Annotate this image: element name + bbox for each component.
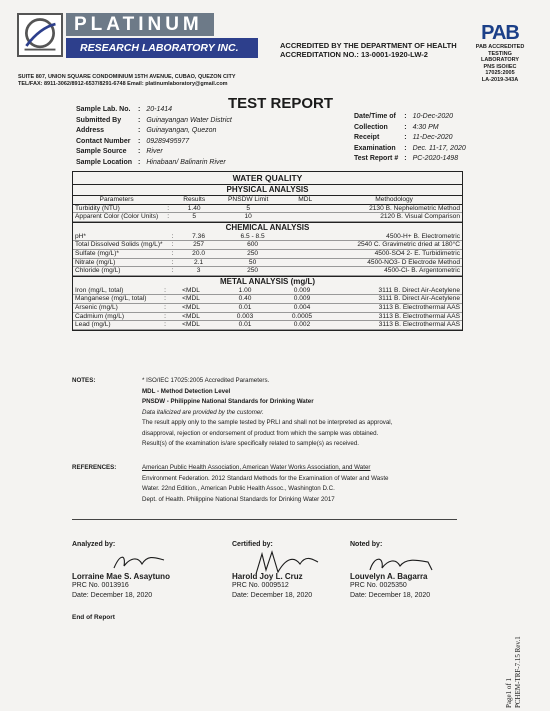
- info-sep: :: [404, 113, 407, 120]
- lab-name: PLATINUM: [66, 13, 214, 36]
- lab-address: SUITE 807, UNION SQUARE CONDOMINIUM 15TH AVENUE, CUBAO, QUEZON CITY TEL/FAX: 8911-3062/8912-6537/8291-6748 Email: platinumlaboratory@gmail.com: [18, 74, 236, 87]
- cell: Lead (mg/L): [73, 321, 157, 330]
- info-row: [352, 155, 468, 164]
- cell: 2.1: [181, 258, 217, 267]
- info-label: Sample Location: [76, 158, 133, 166]
- cell: Iron (mg/L, total): [73, 287, 157, 295]
- cell: 250: [217, 267, 289, 276]
- cell: <MDL: [173, 303, 209, 312]
- cell: 250: [217, 249, 289, 258]
- info-row: [352, 145, 468, 154]
- info-value: PC-2020-1498: [412, 155, 459, 163]
- references-label: REFERENCES:: [72, 464, 117, 471]
- info-label: Date/Time of: [354, 113, 396, 120]
- divider: [72, 519, 457, 520]
- cell: 0.01: [209, 321, 281, 330]
- cell: Apparent Color (Color Units): [75, 213, 159, 221]
- notes-label: NOTES:: [72, 377, 96, 384]
- signature-scribble: [252, 548, 322, 578]
- info-sep: :: [138, 137, 141, 145]
- sample-info: [72, 104, 236, 170]
- info-row: [74, 138, 234, 147]
- cell: [284, 213, 326, 222]
- cell: <MDL: [173, 295, 209, 304]
- cell: Nitrate (mg/L): [73, 258, 165, 267]
- references-section: REFERENCES: American Public Health Association, American Water Works Association, and Water Environment Federation. 2012 Standard Methods for the Examination of Water and Waste Water. 22nd Edition., American Public Health Assoc., Washington D.C. Dept. of Health. Philippine National Standards for Drinking Water 2017: [72, 463, 389, 505]
- cell: :: [165, 267, 181, 276]
- info-row: [74, 148, 234, 157]
- cell: 3113 B. Electrothermal AAS: [323, 321, 462, 330]
- metal-row: [73, 295, 462, 304]
- info-label: Test Report #: [354, 155, 399, 163]
- cell: Arsenic (mg/L): [73, 303, 157, 312]
- cell: Sulfate (mg/L)*: [73, 249, 165, 258]
- info-sep: :: [138, 116, 141, 124]
- table-title: WATER QUALITY: [232, 173, 303, 183]
- table-header: Parameters Results PNSDW Limit MDL Methodology: [73, 196, 462, 205]
- cell: :: [157, 312, 173, 321]
- report-title: TEST REPORT: [228, 95, 334, 112]
- water-quality-table: [72, 171, 463, 331]
- cell: 20.0: [181, 249, 217, 258]
- cell: :: [157, 303, 173, 312]
- cell: :: [165, 241, 181, 250]
- info-label: Contact Number: [76, 137, 131, 145]
- signature-scribble: [366, 550, 436, 576]
- cell: :: [165, 233, 181, 241]
- end-of-report: End of Report: [72, 614, 115, 621]
- metal-row: [73, 303, 462, 312]
- cell: Cadmium (mg/L): [73, 312, 157, 321]
- cell: [289, 249, 331, 258]
- cell: 600: [217, 241, 289, 250]
- info-value: Hinabaan/ Balinarin River: [146, 158, 226, 166]
- chemical-row: [73, 241, 462, 250]
- info-label: Sample Lab. No.: [76, 106, 131, 113]
- cell: 1.00: [209, 287, 281, 295]
- cell: 5: [212, 204, 284, 213]
- cell: :: [157, 295, 173, 304]
- info-value: 20-1414: [146, 106, 173, 113]
- cell: 0.01: [209, 303, 281, 312]
- cell: 3: [181, 267, 217, 276]
- info-value: 10-Dec-2020: [412, 113, 454, 120]
- cell: 2540 C. Gravimetric dried at 180°C: [331, 241, 462, 250]
- info-label: Examination: [354, 144, 396, 152]
- cell: 0.0005: [281, 312, 323, 321]
- pab-badge: PAB PAB ACCREDITED TESTING LABORATORY PNS ISO/IEC 17025:2005 LA-2019-343A: [460, 22, 540, 83]
- cell: Manganese (mg/L, total): [73, 295, 157, 304]
- metal-row: [73, 321, 462, 330]
- cell: 4500-Cl- B. Argentometric: [331, 267, 462, 276]
- cell: 3111 B. Direct Air-Acetylene: [323, 287, 462, 295]
- cell: pH*: [73, 233, 165, 241]
- info-sep: :: [138, 106, 141, 113]
- info-value: Guinayangan Water District: [146, 116, 232, 124]
- info-value: River: [146, 148, 163, 156]
- info-row: [74, 159, 234, 168]
- cell: <MDL: [173, 287, 209, 295]
- info-sep: :: [138, 148, 141, 156]
- cell: 6.5 - 8.5: [217, 233, 289, 241]
- signature-analyzed: Analyzed by: Lorraine Mae S. Asaytuno PRC No. 0013916 Date: December 18, 2020: [72, 541, 170, 599]
- cell: 2130 B. Nephelometric Method: [326, 204, 462, 213]
- cell: 4500-NO3- D Electrode Method: [331, 258, 462, 267]
- info-value: 11-Dec-2020: [412, 134, 453, 142]
- cell: 2120 B. Visual Comparison: [326, 213, 462, 222]
- physical-title: PHYSICAL ANALYSIS: [73, 184, 462, 195]
- chemical-row: [73, 267, 462, 276]
- cell: 3111 B. Direct Air-Acetylene: [323, 295, 462, 304]
- info-row: [352, 134, 468, 143]
- cell: [289, 233, 331, 241]
- cell: 4500-H+ B. Electrometric: [331, 233, 462, 241]
- metal-row: [73, 287, 462, 295]
- info-row: [74, 127, 234, 136]
- physical-row: [73, 213, 462, 222]
- cell: :: [165, 258, 181, 267]
- signature-noted: Noted by: Louvelyn A. Bagarra PRC No. 0025350 Date: December 18, 2020: [350, 540, 430, 600]
- lab-subtitle: RESEARCH LABORATORY INC.: [66, 38, 258, 58]
- page-footer-vertical: Page1 of 1 PCHEM-TRF-7.15 Rev.1: [505, 636, 522, 708]
- info-sep: :: [404, 123, 407, 131]
- chemical-row: [73, 258, 462, 267]
- cell: [284, 204, 326, 213]
- chemical-row: [73, 233, 462, 241]
- cell: 0.002: [281, 321, 323, 330]
- info-value: Guinayangan, Quezon: [146, 127, 217, 135]
- pab-logo: PAB: [481, 22, 519, 44]
- info-label: Receipt: [354, 134, 380, 142]
- info-label: Collection: [354, 123, 388, 131]
- cell: 10: [212, 213, 284, 222]
- chemical-row: [73, 249, 462, 258]
- cell: :: [165, 249, 181, 258]
- cell: 0.004: [281, 303, 323, 312]
- cell: 0.009: [281, 295, 323, 304]
- cell: :: [157, 321, 173, 330]
- cell: 4500-SO4 2- E. Turbidimetric: [331, 249, 462, 258]
- cell: :: [160, 213, 176, 222]
- metal-row: [73, 312, 462, 321]
- info-sep: :: [138, 127, 141, 135]
- cell: 7.36: [181, 233, 217, 241]
- cell: :: [157, 287, 173, 295]
- date-info: [350, 111, 470, 166]
- lab-logo: [17, 13, 63, 57]
- cell: Chloride (mg/L): [73, 267, 165, 276]
- cell: 3113 B. Electrothermal AAS: [323, 303, 462, 312]
- cell: <MDL: [173, 321, 209, 330]
- cell: 3113 B. Electrothermal AAS: [323, 312, 462, 321]
- info-label: Sample Source: [76, 148, 127, 156]
- cell: 5: [176, 213, 212, 222]
- cell: <MDL: [173, 312, 209, 321]
- cell: Turbidity (NTU): [73, 204, 160, 213]
- cell: 257: [181, 241, 217, 250]
- cell: [289, 258, 331, 267]
- info-row: [74, 117, 234, 126]
- info-value: 09289495977: [146, 137, 190, 145]
- cell: :: [160, 204, 176, 213]
- chemical-title: CHEMICAL ANALYSIS: [73, 222, 462, 233]
- metal-title: METAL ANALYSIS (mg/L): [73, 276, 462, 287]
- cell: 50: [217, 258, 289, 267]
- info-label: Address: [76, 127, 105, 135]
- info-sep: :: [138, 158, 141, 166]
- cell: 0.003: [209, 312, 281, 321]
- physical-row: [73, 204, 462, 213]
- signature-scribble: [110, 550, 170, 574]
- info-value: 4:30 PM: [412, 123, 439, 131]
- info-row: [74, 106, 234, 115]
- info-sep: :: [404, 155, 407, 163]
- cell: [289, 267, 331, 276]
- info-row: [352, 124, 468, 133]
- info-value: Dec. 11-17, 2020: [412, 144, 466, 152]
- cell: 1.40: [176, 204, 212, 213]
- accreditation-text: ACCREDITED BY THE DEPARTMENT OF HEALTH ACCREDITATION NO.: 13-0001-1920-LW-2: [280, 41, 457, 59]
- cell: [289, 241, 331, 250]
- info-sep: :: [404, 144, 407, 152]
- cell: Total Dissolved Solids (mg/L)*: [75, 241, 163, 249]
- signature-certified: Certified by: Harold Joy L. Cruz PRC No. 0009512 Date: December 18, 2020: [232, 540, 312, 600]
- info-label: Submitted By: [76, 116, 122, 124]
- cell: 0.40: [209, 295, 281, 304]
- info-row: [352, 113, 468, 122]
- notes-section: NOTES: * ISO/IEC 17025:2005 Accredited Parameters. MDL - Method Detection Level PNSDW - Philippine National Standards for Drinking Water Data italicized are provided by the customer. The result apply only to the sample tested by PRLI and shall not be interpreted as approval, disapproval, rejection or endorsement of product from which the sample was obtained. Result(s) of the examination is/are specifically related to sample(s) as received.: [72, 376, 392, 450]
- cell: 0.009: [281, 287, 323, 295]
- info-sep: :: [404, 134, 407, 142]
